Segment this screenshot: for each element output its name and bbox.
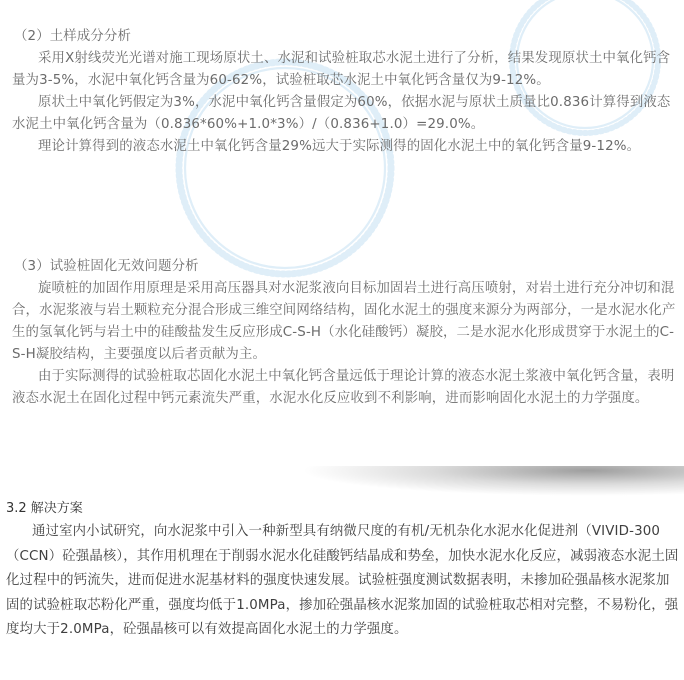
paragraph: 原状土中氧化钙假定为3%，水泥中氧化钙含量假定为60%，依据水泥与原状土质量比0.836计算得到液态水泥土中氧化钙含量为（0.836*60%+1.0*3%）/（0.836+1.0）=29.0%。 <box>12 95 671 132</box>
card-shadow <box>300 466 684 496</box>
paragraph: 旋喷桩的加固作用原理是采用高压器具对水泥浆液向目标加固岩土进行高压喷射，对岩土进行充分冲切和混合，水泥浆液与岩土颗粒充分混合形成三维空间网络结构，固化水泥土的强度来源分为两部分，一是水泥水化产生的氢氧化钙与岩土中的硅酸盐发生反应形成C-S-H（水化硅酸钙）凝胶，二是水泥水化形成贯穿于水泥土的C-S-H凝胶结构，主要强度以后者贡献为主。 <box>12 281 676 362</box>
section-failure-analysis <box>12 256 676 410</box>
section-heading: （3）试验桩固化无效问题分析 <box>14 259 199 274</box>
section-soil-composition <box>12 26 676 158</box>
section-heading: 3.2 解决方案 <box>6 501 83 516</box>
paragraph: 通过室内小试研究，向水泥浆中引入一种新型具有纳微尺度的有机/无机杂化水泥水化促进剂（VIVID-300（CCN）砼强晶核），其作用机理在于削弱水泥水化硅酸钙结晶成和势垒，加快水泥水化反应，减弱液态水泥土固化过程中的钙流失，进而促进水泥基材料的强度快速发展。试验桩强度测试数据表明，未掺加砼强晶核水泥浆加固的试验桩取芯粉化严重，强度均低于1.0MPa，掺加砼强晶核水泥浆加固的试验桩取芯相对完整，不易粉化，强度均大于2.0MPa，砼强晶核可以有效提高固化水泥土的力学强度。 <box>6 524 679 637</box>
section-solution <box>6 498 680 643</box>
paragraph: 理论计算得到的液态水泥土中氧化钙含量29%远大于实际测得的固化水泥土中的氧化钙含量9-12%。 <box>38 139 641 154</box>
paragraph: 由于实际测得的试验桩取芯固化水泥土中氧化钙含量远低于理论计算的液态水泥土浆液中氧化钙含量，表明液态水泥土在固化过程中钙元素流失严重，水泥水化反应收到不利影响，进而影响固化水泥土的力学强度。 <box>12 369 675 406</box>
section-heading: （2）土样成分分析 <box>14 29 131 44</box>
paragraph: 采用X射线荧光光谱对施工现场原状土、水泥和试验桩取芯水泥土进行了分析，结果发现原状土中氧化钙含量为3-5%，水泥中氧化钙含量为60-62%，试验桩取芯水泥土中氧化钙含量仅为9-12%。 <box>12 51 671 88</box>
